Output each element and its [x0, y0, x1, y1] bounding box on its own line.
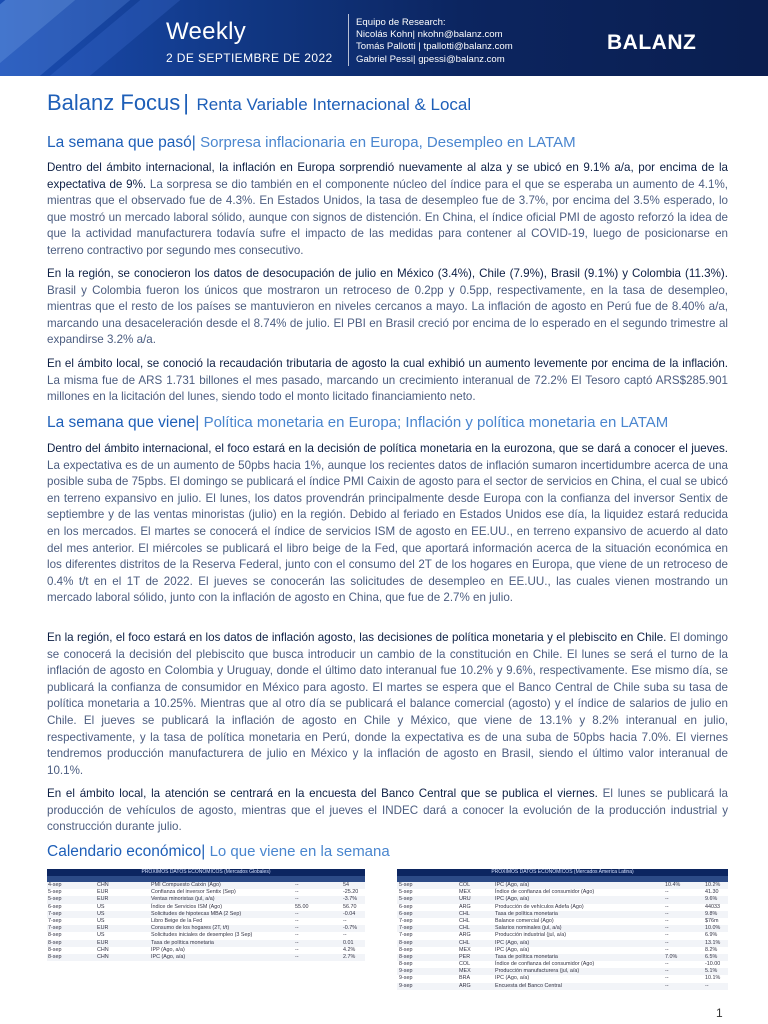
table-cell: Producción de vehículos Adefa (Ago): [495, 903, 584, 910]
table-cell: COL: [459, 961, 471, 968]
table-cell: IPC (Ago, a/a): [151, 953, 186, 960]
table-cell: 10.1%: [705, 975, 721, 982]
table-cell: Solicitudes de hipotecas MBA (2 Sep): [151, 910, 242, 917]
section-heading: [47, 134, 576, 152]
table-row: [397, 896, 728, 903]
paragraph-lead: En la región, el foco estará en los datos de inflación agosto, las decisiones de política monetaria y el plebiscito en Chile.: [47, 631, 667, 644]
section-title: Calendario económico: [47, 843, 202, 860]
table-row: [47, 918, 365, 925]
table-cell: 5-sep: [399, 896, 413, 903]
table-row: [47, 954, 365, 961]
table-cell: --: [343, 917, 347, 924]
table-cell: Tasa de política monetaria: [151, 939, 214, 946]
table-cell: IPC (Ago, a/a): [495, 946, 530, 953]
section-subtitle: Sorpresa inflacionaria en Europa, Desempleo en LATAM: [200, 134, 576, 151]
table-cell: --: [665, 917, 669, 924]
table-row: [47, 947, 365, 954]
table-row: [397, 918, 728, 925]
table-cell: IPC (Ago, a/a): [495, 975, 530, 982]
paragraph: [47, 786, 728, 836]
table-cell: US: [97, 910, 105, 917]
table-cell: 7-sep: [48, 910, 62, 917]
table-cell: --: [665, 939, 669, 946]
team-heading: Equipo de Research:: [356, 17, 446, 28]
table-cell: IPC (Ago, a/a): [495, 896, 530, 903]
table-cell: 55.00: [295, 903, 309, 910]
table-cell: --: [665, 968, 669, 975]
table-cell: 7-sep: [399, 932, 413, 939]
table-cell: 54: [343, 882, 349, 888]
table-cell: 10.2%: [705, 882, 721, 888]
paragraph: [47, 160, 728, 260]
table-cell: Índice de confianza del consumidor (Ago): [495, 961, 595, 968]
table-cell: 8-sep: [399, 939, 413, 946]
table-caption: PROXIMOS DATOS ECONOMICOS (Mercados America Latina): [397, 869, 728, 876]
table-cell: CHL: [459, 917, 470, 924]
table-cell: CHL: [459, 925, 470, 932]
table-cell: --: [665, 925, 669, 932]
table-cell: Libro Beige de la Fed: [151, 917, 203, 924]
table-cell: 7-sep: [399, 917, 413, 924]
table-cell: MEX: [459, 968, 471, 975]
table-cell: 9.8%: [705, 910, 718, 917]
table-cell: PMI Compuesto Caixin (Ago): [151, 882, 221, 888]
table-cell: -10.00: [705, 961, 721, 968]
table-row: [397, 961, 728, 968]
table-cell: 8-sep: [399, 953, 413, 960]
table-cell: Balance comercial (Ago): [495, 917, 554, 924]
table-cell: IPC (Ago, a/a): [495, 939, 530, 946]
table-cell: 9-sep: [399, 975, 413, 982]
paragraph-body: El domingo se conocerá la decisión del plebiscito que busca introducir un cambio de la constitución en Chile. El lunes se será el turno de la inflación de agosto en Colombia y Uruguay, donde el último dato interanual fue 10.2% y 9.6%, respectivamente. Ese mismo día, se publicará la confianza de consumidor en México para agosto. El martes se espera que el Banco Central de Chile suba su tasa de política monetaria a 10.25%. Mientras que al otro día se publicará el balance comercial (agosto) y el índice de salarios de julio en Chile. El jueves se publicará la inflación de agosto en Chile y México, que viene de 13.1% y 8.2% interanual en julio, respectivamente, y la tasa de política monetaria en Perú, donde la expectativa es de una suba de 50pbs hacia 7.0%. El viernes tendremos producción manufacturera de julio en México y la inflación de agosto en Brasil, siendo el último valor interanual de 10.1%.: [47, 631, 728, 777]
table-cell: US: [97, 932, 105, 939]
table-row: [397, 947, 728, 954]
paragraph-body: La expectativa es de un aumento de 50pbs hacia 1%, aunque los recientes datos de inflación sumaron incertidumbre acerca de una posible suba de 75pbs. El domingo se publicará el índice PMI Caixin de agosto para el sector de servicios en China, el cual se ubicó en terreno expansivo en julio. El lunes, los datos provendrán principalmente desde Europa con la confianza del inversor Sentix de septiembre y de las ventas minoristas (julio) en la región. Debido al feriado en Estados Unidos ese día, la liquidez estará reducida en los mercados. El martes se conocerá el índice de servicios ISM de agosto en EE.UU., en terreno expansivo de acuerdo al dato del mes anterior. El miércoles se publicará el libro beige de la Fed, que aportará información acerca de la situación económica en los diferentes distritos de la Reserva Federal, junto con el consumo del 2T de los hogares en Europa, que viene de un retroceso de 0.4% t/t en el 1T de 2022. El jueves se conocerán las solicitudes de desempleo en EE.UU., las cuales vienen mostrando un mercado laboral sólido, junto con la inflación de agosto en China, que fue de 2.7% en julio.: [47, 458, 728, 605]
paragraph-lead: Dentro del ámbito internacional, el foco estará en la decisión de política monetaria en la eurozona, que se dará a conocer el jueves.: [47, 442, 728, 455]
section-heading: [47, 843, 390, 861]
paragraph-body: La sorpresa se dio también en el componente núcleo del índice para el que se esperaba un aumento de 4.1%, mientras que el observado fue de 4.3%. En Estados Unidos, la tasa de desempleo fue de 3.7%, por encima del 3.5% esperado, lo que mostró un mercado laboral sólido, aunque con signos de distención. En China, el índice oficial PMI de agosto reforzó la idea de que la actividad manufacturera todavía sufre el impacto de las medidas para contener al COVID-19, luego de posicionarse en terreno contractivo por segundo mes consecutivo.: [47, 177, 728, 257]
table-cell: Solicitudes iniciales de desempleo (3 Sep): [151, 932, 253, 939]
table-cell: Ventas minoristas (jul, a/a): [151, 896, 215, 903]
table-cell: 5-sep: [48, 896, 62, 903]
focus-title: Balanz Focus: [47, 90, 181, 115]
table-cell: 8-sep: [48, 932, 62, 939]
table-cell: US: [97, 903, 105, 910]
balanz-logo: BALANZ: [607, 31, 697, 54]
table-cell: 6-sep: [399, 910, 413, 917]
table-row: [397, 889, 728, 896]
table-cell: Producción industrial (jul, a/a): [495, 932, 567, 939]
table-cell: 5-sep: [48, 889, 62, 896]
table-cell: CHL: [459, 910, 470, 917]
table-cell: --: [295, 939, 299, 946]
title-separator: |: [201, 843, 210, 860]
table-cell: IPC (Ago, a/a): [495, 882, 530, 888]
table-cell: Consumo de los hogares (2T, t/t): [151, 925, 230, 932]
table-cell: COL: [459, 882, 471, 888]
table-cell: Confianza del inversor Sentix (Sep): [151, 889, 236, 896]
table-cell: --: [295, 946, 299, 953]
paragraph-lead: Dentro del ámbito internacional, la inflación en Europa sorprendió nuevamente al alza y se ubicó en 9.1% a/a, por encima de la expectativa de 9%.: [47, 161, 728, 191]
table-cell: --: [665, 889, 669, 896]
table-cell: -3.7%: [343, 896, 358, 903]
table-cell: 9-sep: [399, 968, 413, 975]
paragraph-lead: En el ámbito local, la atención se centrará en la encuesta del Banco Central que se publica el viernes.: [47, 787, 598, 800]
table-cell: Índice de Servicios ISM (Ago): [151, 903, 223, 910]
table-cell: US: [97, 917, 105, 924]
focus-subtitle: Renta Variable Internacional & Local: [196, 95, 472, 114]
table-row: [47, 904, 365, 911]
table-cell: Encuesta del Banco Central: [495, 982, 562, 989]
table-cell: EUR: [97, 925, 109, 932]
table-cell: -0.7%: [343, 925, 358, 932]
table-body: [47, 882, 365, 961]
table-cell: 9-sep: [399, 982, 413, 989]
table-cell: --: [295, 917, 299, 924]
paragraph: [47, 441, 728, 607]
table-cell: 41.30: [705, 889, 719, 896]
table-cell: 0.01: [343, 939, 354, 946]
team-member: Nicolás Kohn| nkohn@balanz.com: [356, 29, 503, 41]
paragraph-body: La misma fue de ARS 1.731 billones el mes pasado, marcando un crecimiento interanual de 72.2% El Tesoro captó ARS$285.901 millones en la licitación del lunes, siendo todo el monto licitado financiamiento neto.: [47, 373, 728, 404]
table-cell: --: [665, 932, 669, 939]
table-row: [397, 904, 728, 911]
table-row: [397, 932, 728, 939]
table-cell: BRA: [459, 975, 471, 982]
research-team: [356, 17, 513, 66]
table-cell: 2.7%: [343, 953, 356, 960]
table-cell: 5-sep: [399, 882, 413, 888]
section-subtitle: Lo que viene en la semana: [209, 843, 390, 860]
table-row: [47, 925, 365, 932]
table-cell: --: [705, 982, 709, 989]
table-cell: --: [295, 889, 299, 896]
table-row: [397, 968, 728, 975]
table-cell: MEX: [459, 889, 471, 896]
title-separator: |: [191, 134, 201, 151]
table-cell: --: [665, 896, 669, 903]
table-cell: CHN: [97, 882, 109, 888]
section-title: La semana que viene: [47, 414, 196, 431]
table-cell: 7-sep: [399, 925, 413, 932]
table-row: [47, 889, 365, 896]
table-cell: Tasa de política monetaria: [495, 910, 558, 917]
table-row: [47, 932, 365, 939]
paragraph-lead: En el ámbito local, se conoció la recaudación tributaria de agosto la cual exhibió un aumento levemente por encima de la inflación.: [47, 357, 728, 370]
table-cell: --: [665, 903, 669, 910]
table-cell: 44033: [705, 903, 720, 910]
table-cell: 10.0%: [705, 925, 721, 932]
section-subtitle: Política monetaria en Europa; Inflación y política monetaria en LATAM: [203, 414, 669, 431]
table-row: [397, 925, 728, 932]
table-cell: 4-sep: [48, 882, 62, 888]
table-cell: 6-sep: [399, 903, 413, 910]
table-cell: --: [665, 961, 669, 968]
table-cell: 10.4%: [665, 882, 681, 888]
table-cell: 5-sep: [399, 889, 413, 896]
table-cell: Índice de confianza del consumidor (Ago): [495, 889, 595, 896]
table-row: [47, 911, 365, 918]
calendar-table-latam: [397, 869, 728, 990]
calendar-table-global: [47, 869, 365, 961]
table-cell: --: [343, 932, 347, 939]
table-cell: --: [665, 910, 669, 917]
table-cell: -0.04: [343, 910, 356, 917]
report-date: 2 DE SEPTIEMBRE DE 2022: [166, 51, 333, 65]
page-title: [47, 90, 471, 116]
title-separator: |: [195, 414, 204, 431]
table-row: [47, 896, 365, 903]
section-title: La semana que pasó: [47, 134, 192, 151]
table-cell: CHN: [97, 946, 109, 953]
paragraph-body: El lunes se publicará la producción de vehículos de agosto, mientras que el jueves el INDEC dará a conocer la evolución de la producción industrial y construcción durante julio.: [47, 787, 728, 834]
table-cell: EUR: [97, 889, 109, 896]
table-cell: 7-sep: [48, 925, 62, 932]
table-row: [47, 882, 365, 889]
table-cell: Salarios nominales (jul, a/a): [495, 925, 562, 932]
table-cell: 8.2%: [705, 946, 718, 953]
table-cell: --: [665, 975, 669, 982]
table-cell: -25.20: [343, 889, 359, 896]
table-cell: 8-sep: [399, 946, 413, 953]
table-cell: EUR: [97, 939, 109, 946]
table-body: [397, 882, 728, 990]
table-caption: PROXIMOS DATOS ECONOMICOS (Mercados Globales): [47, 869, 365, 876]
table-cell: 7.0%: [665, 953, 678, 960]
table-cell: IPP (Ago, a/a): [151, 946, 185, 953]
table-cell: 8-sep: [399, 961, 413, 968]
table-cell: EUR: [97, 896, 109, 903]
table-cell: Producción manufacturera (jul, a/a): [495, 968, 580, 975]
table-cell: --: [295, 932, 299, 939]
title-separator: |: [183, 90, 190, 115]
table-cell: 6.5%: [705, 953, 718, 960]
table-cell: --: [295, 910, 299, 917]
table-cell: 8-sep: [48, 953, 62, 960]
paragraph-body: Brasil y Colombia fueron los únicos que mostraron un retroceso de 0.2pp y 0.5pp, respectivamente, en la tasa de desempleo, mientras que el resto de los países se mantuvieron en niveles cercanos a mayo. La inflación de agosto en Perú fue de 8.40% a/a, marcando una desaceleración desde el 8.74% de julio. El PBI en Brasil creció por encima de lo esperado en el segundo trimestre al expandirse 3.2% a/a.: [47, 283, 728, 347]
team-member: Tomás Pallotti | tpallotti@balanz.com: [356, 41, 513, 53]
header-banner: [0, 0, 768, 76]
table-cell: 6.9%: [705, 932, 718, 939]
table-cell: ARG: [459, 903, 471, 910]
table-cell: ARG: [459, 982, 471, 989]
table-cell: CHN: [97, 953, 109, 960]
table-cell: $76m: [705, 917, 719, 924]
table-row: [397, 954, 728, 961]
report-title: Weekly: [166, 18, 247, 45]
table-row: [397, 983, 728, 990]
table-row: [397, 940, 728, 947]
section-heading: [47, 414, 668, 432]
table-cell: URU: [459, 896, 471, 903]
table-cell: 13.1%: [705, 939, 721, 946]
table-cell: --: [295, 882, 299, 888]
table-cell: --: [295, 925, 299, 932]
table-cell: 6-sep: [48, 903, 62, 910]
paragraph: [47, 266, 728, 349]
table-cell: 8-sep: [48, 946, 62, 953]
table-cell: 8-sep: [48, 939, 62, 946]
table-cell: 7-sep: [48, 917, 62, 924]
team-member: Gabriel Pessi| gpessi@balanz.com: [356, 53, 505, 65]
table-cell: 9.6%: [705, 896, 718, 903]
table-cell: MEX: [459, 946, 471, 953]
table-cell: --: [665, 982, 669, 989]
paragraph-lead: En la región, se conocieron los datos de desocupación de julio en México (3.4%), Chile (7.9%), Brasil (9.1%) y Colombia (11.3%).: [47, 267, 728, 280]
table-cell: PER: [459, 953, 471, 960]
table-cell: --: [295, 953, 299, 960]
table-row: [47, 940, 365, 947]
table-cell: 4.2%: [343, 946, 356, 953]
page-number: 1: [716, 1006, 723, 1020]
table-row: [397, 911, 728, 918]
table-cell: --: [295, 896, 299, 903]
paragraph: [47, 356, 728, 406]
table-cell: CHL: [459, 939, 470, 946]
paragraph: [47, 630, 728, 779]
table-cell: --: [665, 946, 669, 953]
table-cell: 5.1%: [705, 968, 718, 975]
table-row: [397, 975, 728, 982]
header-divider: [348, 14, 349, 66]
table-cell: ARG: [459, 932, 471, 939]
table-cell: Tasa de política monetaria: [495, 953, 558, 960]
table-cell: 56.70: [343, 903, 357, 910]
